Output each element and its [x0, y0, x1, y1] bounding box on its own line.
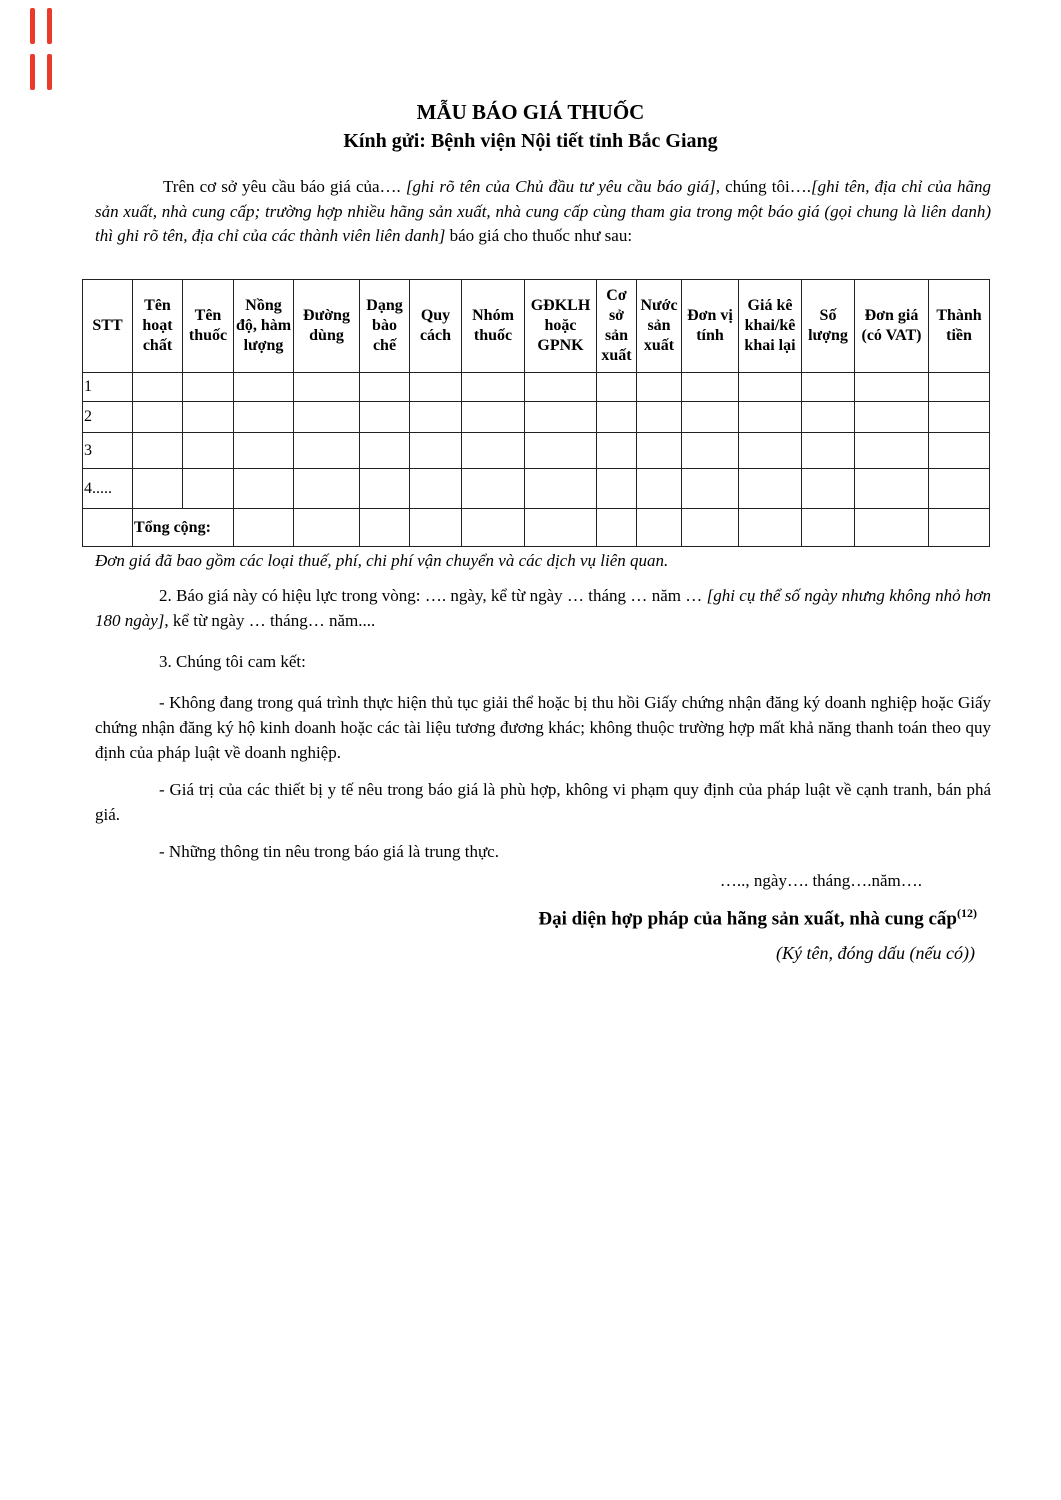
empty-cell — [855, 373, 929, 402]
empty-cell — [739, 509, 802, 547]
empty-cell — [682, 402, 739, 433]
empty-cell — [360, 402, 410, 433]
empty-cell — [410, 373, 462, 402]
signature-date-line: ….., ngày…. tháng….năm…. — [719, 871, 922, 890]
header-cell-dang-bao-che: Dạng bào chế — [360, 280, 410, 373]
empty-cell — [133, 373, 183, 402]
empty-cell — [183, 373, 234, 402]
empty-cell — [183, 402, 234, 433]
empty-cell — [802, 509, 855, 547]
empty-cell — [83, 509, 133, 547]
header-cell-nong-do: Nồng độ, hàm lượng — [234, 280, 294, 373]
empty-cell — [855, 433, 929, 469]
notes-section — [95, 548, 991, 864]
empty-cell — [802, 373, 855, 402]
empty-cell — [360, 433, 410, 469]
empty-cell — [682, 433, 739, 469]
empty-cell — [802, 469, 855, 509]
empty-cell — [739, 433, 802, 469]
commitment-3: - Những thông tin nêu trong báo giá là trung thực. — [159, 842, 499, 861]
empty-cell — [637, 509, 682, 547]
header-cell-gdklh: GĐKLH hoặc GPNK — [525, 280, 597, 373]
header-cell-co-so-san-xuat: Cơ sở sản xuất — [597, 280, 637, 373]
empty-cell — [133, 402, 183, 433]
empty-cell — [929, 373, 990, 402]
red-stroke — [30, 54, 35, 90]
empty-cell — [929, 469, 990, 509]
empty-cell — [234, 402, 294, 433]
header-cell-don-gia: Đơn giá (có VAT) — [855, 280, 929, 373]
empty-cell — [525, 509, 597, 547]
row-number: 3 — [83, 433, 133, 469]
red-pen-marks — [28, 6, 58, 92]
empty-cell — [410, 433, 462, 469]
empty-cell — [360, 509, 410, 547]
header-cell-ten-thuoc: Tên thuốc — [183, 280, 234, 373]
empty-cell — [525, 402, 597, 433]
validity-seg1: 2. Báo giá này có hiệu lực trong vòng: …. ngày, kể từ ngày … tháng … năm … — [159, 586, 707, 605]
intro-placeholder-2: [ghi tên, địa chỉ của hãng sản xuất, nhà cung cấp; trường hợp nhiều hãng sản xuất, nhà cung cấp cùng tham gia trong một báo giá (gọi chung là liên danh) thì ghi rõ tên, địa chỉ của các thành viên liên danh] — [95, 177, 991, 245]
empty-cell — [682, 469, 739, 509]
intro-seg3: , chúng tôi…. — [715, 177, 811, 196]
empty-cell — [637, 469, 682, 509]
empty-cell — [525, 433, 597, 469]
empty-cell — [597, 509, 637, 547]
empty-cell — [855, 469, 929, 509]
empty-cell — [462, 373, 525, 402]
empty-cell — [462, 509, 525, 547]
empty-cell — [682, 373, 739, 402]
empty-cell — [929, 433, 990, 469]
table-row — [83, 433, 990, 469]
document-header — [0, 100, 1061, 154]
table-row — [83, 402, 990, 433]
empty-cell — [294, 509, 360, 547]
red-stroke — [47, 8, 52, 44]
empty-cell — [462, 402, 525, 433]
empty-cell — [462, 433, 525, 469]
table-row — [83, 469, 990, 509]
empty-cell — [294, 433, 360, 469]
header-cell-quy-cach: Quy cách — [410, 280, 462, 373]
empty-cell — [234, 469, 294, 509]
empty-cell — [597, 373, 637, 402]
empty-cell — [929, 509, 990, 547]
representative-text: Đại diện hợp pháp của hãng sản xuất, nhà cung cấp — [538, 908, 957, 930]
price-note: Đơn giá đã bao gồm các loại thuế, phí, chi phí vận chuyển và các dịch vụ liên quan. — [95, 551, 669, 570]
empty-cell — [597, 402, 637, 433]
document-title: MẪU BÁO GIÁ THUỐC — [416, 100, 645, 124]
quotation-table — [82, 279, 990, 547]
header-cell-thanh-tien: Thành tiền — [929, 280, 990, 373]
empty-cell — [637, 402, 682, 433]
signature-instruction: (Ký tên, đóng dấu (nếu có)) — [776, 943, 975, 964]
empty-cell — [525, 373, 597, 402]
document-recipient: Kính gửi: Bệnh viện Nội tiết tỉnh Bắc Giang — [343, 130, 718, 152]
empty-cell — [682, 509, 739, 547]
empty-cell — [183, 469, 234, 509]
header-cell-don-vi-tinh: Đơn vị tính — [682, 280, 739, 373]
empty-cell — [739, 469, 802, 509]
header-cell-so-luong: Số lượng — [802, 280, 855, 373]
header-cell-stt: STT — [83, 280, 133, 373]
row-number: 1 — [83, 373, 133, 402]
header-cell-nhom-thuoc: Nhóm thuốc — [462, 280, 525, 373]
intro-paragraph — [95, 175, 991, 249]
intro-placeholder-1: [ghi rõ tên của Chủ đầu tư yêu cầu báo giá] — [405, 177, 716, 196]
empty-cell — [410, 469, 462, 509]
empty-cell — [294, 402, 360, 433]
header-cell-gia-ke-khai: Giá kê khai/kê khai lại — [739, 280, 802, 373]
commitment-heading: 3. Chúng tôi cam kết: — [159, 652, 306, 671]
empty-cell — [234, 373, 294, 402]
empty-cell — [597, 433, 637, 469]
empty-cell — [133, 433, 183, 469]
empty-cell — [637, 373, 682, 402]
empty-cell — [294, 373, 360, 402]
empty-cell — [234, 509, 294, 547]
validity-seg3: , kể từ ngày … tháng… năm.... — [164, 611, 376, 630]
empty-cell — [410, 402, 462, 433]
empty-cell — [462, 469, 525, 509]
empty-cell — [133, 469, 183, 509]
empty-cell — [183, 433, 234, 469]
empty-cell — [525, 469, 597, 509]
empty-cell — [739, 402, 802, 433]
red-stroke — [30, 8, 35, 44]
empty-cell — [410, 509, 462, 547]
intro-seg5: báo giá cho thuốc như sau: — [445, 226, 633, 245]
empty-cell — [234, 433, 294, 469]
validity-placeholder: [ghi cụ thể số ngày nhưng không nhỏ hơn 180 ngày] — [95, 586, 991, 630]
row-number: 4..... — [83, 469, 133, 509]
commitment-1: - Không đang trong quá trình thực hiện thủ tục giải thể hoặc bị thu hồi Giấy chứng nhận đăng ký doanh nghiệp hoặc Giấy chứng nhận đăng ký hộ kinh doanh hoặc các tài liệu tương đương khác; không thuộc trường hợp mất khả năng thanh toán theo quy định của pháp luật về doanh nghiệp. — [95, 693, 991, 762]
signature-representative — [538, 900, 977, 932]
empty-cell — [360, 373, 410, 402]
empty-cell — [597, 469, 637, 509]
empty-cell — [739, 373, 802, 402]
table-row — [83, 373, 990, 402]
signature-block — [417, 868, 977, 966]
empty-cell — [802, 402, 855, 433]
red-stroke — [47, 54, 52, 90]
header-cell-ten-hoat-chat: Tên hoạt chất — [133, 280, 183, 373]
total-label-cell: Tổng cộng: — [133, 509, 234, 547]
empty-cell — [294, 469, 360, 509]
row-number: 2 — [83, 402, 133, 433]
table-total-row — [83, 509, 990, 547]
header-cell-duong-dung: Đường dùng — [294, 280, 360, 373]
empty-cell — [802, 433, 855, 469]
validity-note — [95, 583, 991, 633]
empty-cell — [855, 509, 929, 547]
header-cell-nuoc-san-xuat: Nước sản xuất — [637, 280, 682, 373]
commitment-2: - Giá trị của các thiết bị y tế nêu trong báo giá là phù hợp, không vi phạm quy định của pháp luật về cạnh tranh, bán phá giá. — [95, 780, 991, 824]
footnote-reference: (12) — [957, 906, 977, 920]
empty-cell — [855, 402, 929, 433]
empty-cell — [360, 469, 410, 509]
empty-cell — [637, 433, 682, 469]
empty-cell — [929, 402, 990, 433]
table-header-row — [83, 280, 990, 373]
intro-seg1: Trên cơ sở yêu cầu báo giá của…. — [163, 177, 406, 196]
